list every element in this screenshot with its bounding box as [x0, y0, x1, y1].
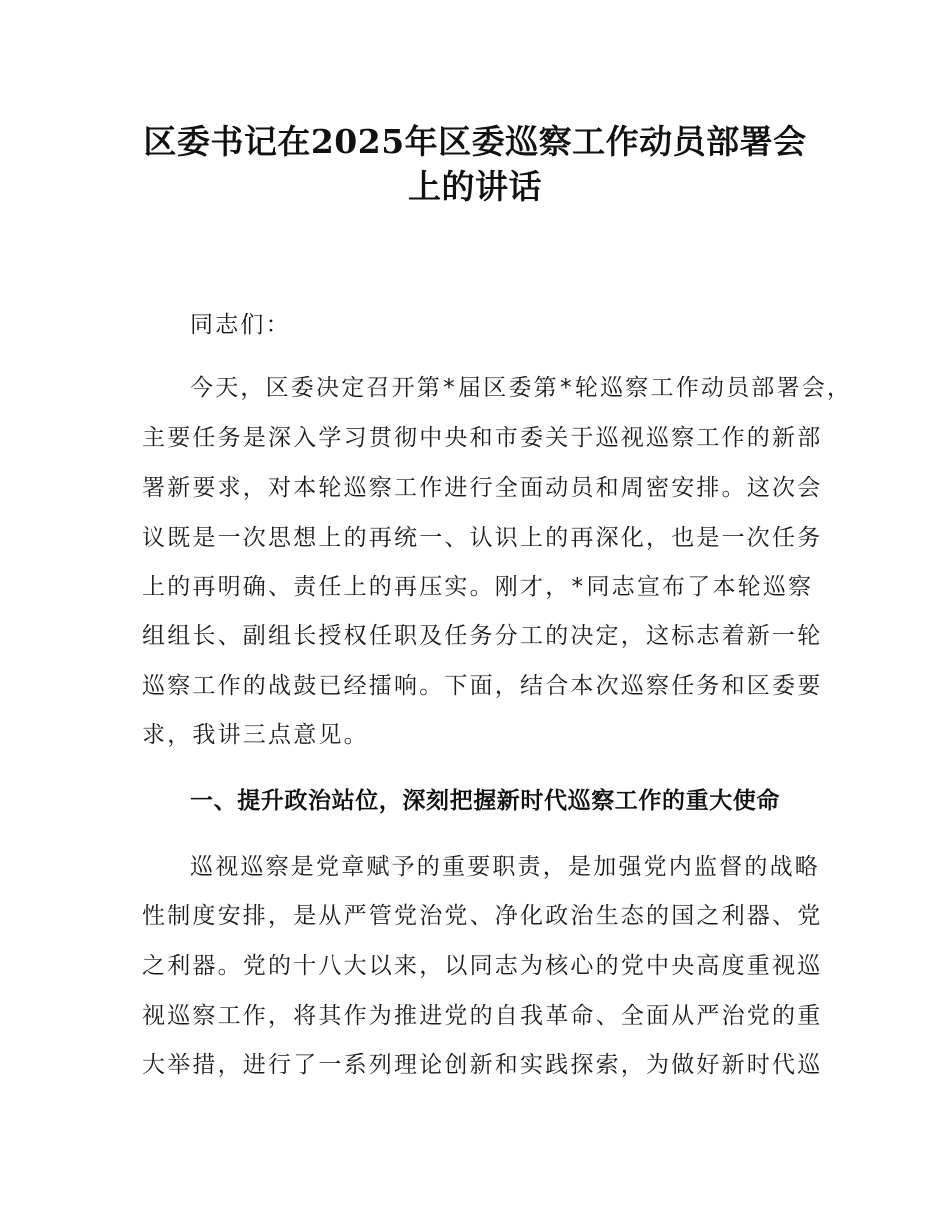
- paragraph-2-line: 之利器。党的十八大以来，以同志为核心的党中央高度重视巡: [142, 953, 823, 979]
- document-title-line-1: 区委书记在2025年区委巡察工作动员部署会: [143, 122, 807, 161]
- paragraph-1-line: 主要任务是深入学习贯彻中央和市委关于巡视巡察工作的新部: [142, 425, 823, 451]
- document-title-line-2: 上的讲话: [408, 167, 542, 206]
- paragraph-2-line: 性制度安排，是从严管党治党、净化政治生态的国之利器、党: [142, 903, 823, 929]
- section-heading-1: 一、提升政治站位，深刻把握新时代巡察工作的重大使命: [190, 788, 780, 814]
- salutation: 同志们：: [190, 312, 291, 338]
- paragraph-2-line: 视巡察工作，将其作为推进党的自我革命、全面从严治党的重: [142, 1003, 823, 1029]
- paragraph-1-line: 议既是一次思想上的再统一、认识上的再深化，也是一次任务: [142, 525, 823, 551]
- paragraph-2-line: 巡视巡察是党章赋予的重要职责，是加强党内监督的战略: [190, 854, 820, 880]
- paragraph-2-line: 大举措，进行了一系列理论创新和实践探索，为做好新时代巡: [142, 1052, 823, 1078]
- paragraph-1-line: 署新要求，对本轮巡察工作进行全面动员和周密安排。这次会: [142, 475, 823, 501]
- paragraph-1-line: 组组长、副组长授权任职及任务分工的决定，这标志着新一轮: [142, 623, 823, 649]
- paragraph-1-line: 巡察工作的战鼓已经擂响。下面，结合本次巡察任务和区委要: [142, 673, 823, 699]
- paragraph-1-line: 今天，区委决定召开第*届区委第*轮巡察工作动员部署会，: [190, 375, 853, 401]
- paragraph-1-line: 上的再明确、责任上的再压实。刚才，*同志宣布了本轮巡察: [142, 574, 814, 600]
- paragraph-1-line: 求，我讲三点意见。: [142, 722, 369, 748]
